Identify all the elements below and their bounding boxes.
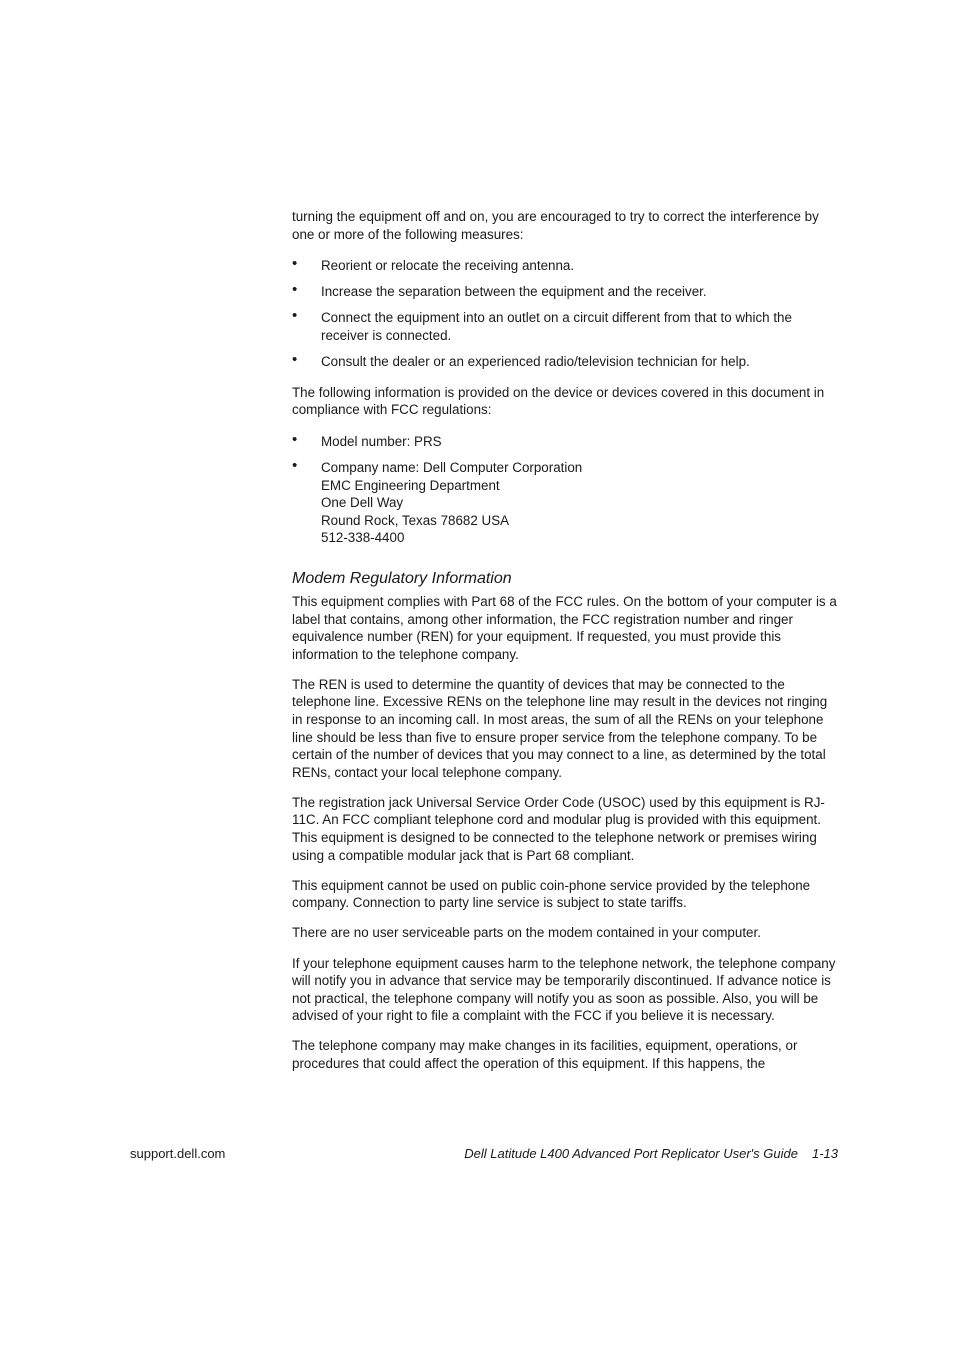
model-number: Model number: PRS <box>321 433 442 449</box>
intro-paragraph: turning the equipment off and on, you are encouraged to try to correct the interference by one or more of the following measures: <box>292 209 819 242</box>
measures-list <box>292 257 840 370</box>
footer-website: support.dell.com <box>130 1146 226 1161</box>
bullet-icon: • <box>292 307 298 325</box>
body-paragraph: The REN is used to determine the quantity of devices that may be connected to the telephone line. Excessive RENs on the telephone line may result in the devices not ringing in response to an incoming call. In most areas, the sum of all the RENs on your telephone line should be less than five to ensure proper service from the telephone company. To be certain of the number of devices that you may connect to a line, as determined by the total RENs, contact your local telephone company. <box>292 676 828 780</box>
list-item <box>292 430 840 451</box>
page-content <box>292 208 840 1085</box>
company-name: Company name: Dell Computer Corporation <box>321 459 583 475</box>
footer-guide-info <box>464 1145 838 1162</box>
body-paragraph: The telephone company may make changes in its facilities, equipment, operations, or procedures that could affect the operation of this equipment. If this happens, the <box>292 1038 798 1071</box>
fcc-info-paragraph: The following information is provided on the device or devices covered in this document in compliance with FCC regulations: <box>292 384 825 418</box>
body-paragraph: This equipment cannot be used on public coin-phone service provided by the telephone company. Connection to party line service is subject to state tariffs. <box>292 877 811 911</box>
bullet-icon: • <box>292 255 298 273</box>
company-city: Round Rock, Texas 78682 USA <box>321 512 510 528</box>
section-heading: Modem Regulatory Information <box>292 569 512 587</box>
bullet-icon: • <box>292 281 298 299</box>
page-number: 1-13 <box>811 1146 838 1161</box>
body-paragraph: There are no user serviceable parts on the modem contained in your computer. <box>292 925 761 941</box>
company-street: One Dell Way <box>321 495 404 511</box>
bullet-icon: • <box>292 456 298 474</box>
list-item: • Reorient or relocate the receiving antenna. <box>292 255 575 274</box>
bullet-icon: • <box>292 351 298 369</box>
body-paragraph: If your telephone equipment causes harm to the telephone network, the telephone company will notify you in advance that service may be temporarily discontinued. If advance notice is not practical, the telephone company will notify you as soon as possible. Also, you will be advised of your right to file a complaint with the FCC if you believe it is necessary. <box>292 955 836 1024</box>
list-item: • Consult the dealer or an experienced radio/television technician for help. <box>292 351 750 370</box>
footer-guide-title: Dell Latitude L400 Advanced Port Replicator User's Guide <box>464 1146 798 1161</box>
fcc-info-list <box>292 430 840 547</box>
company-phone: 512-338-4400 <box>321 530 405 546</box>
body-paragraph: This equipment complies with Part 68 of the FCC rules. On the bottom of your computer is a label that contains, among other information, the FCC registration number and ringer equivalence number (REN) for your equipment. If requested, you must provide this information to the telephone company. <box>292 593 837 662</box>
bullet-icon: • <box>292 430 298 448</box>
list-item: • Connect the equipment into an outlet on a circuit different from that to which the receiver is connected. <box>292 307 792 343</box>
list-item: • Increase the separation between the equipment and the receiver. <box>292 281 707 300</box>
list-item <box>292 456 840 547</box>
company-department: EMC Engineering Department <box>321 477 500 493</box>
body-paragraph: The registration jack Universal Service Order Code (USOC) used by this equipment is RJ-11C. An FCC compliant telephone cord and modular plug is provided with this equipment. This equipment is designed to be connected to the telephone network or premises wiring using a compatible modular jack that is Part 68 compliant. <box>292 794 825 863</box>
